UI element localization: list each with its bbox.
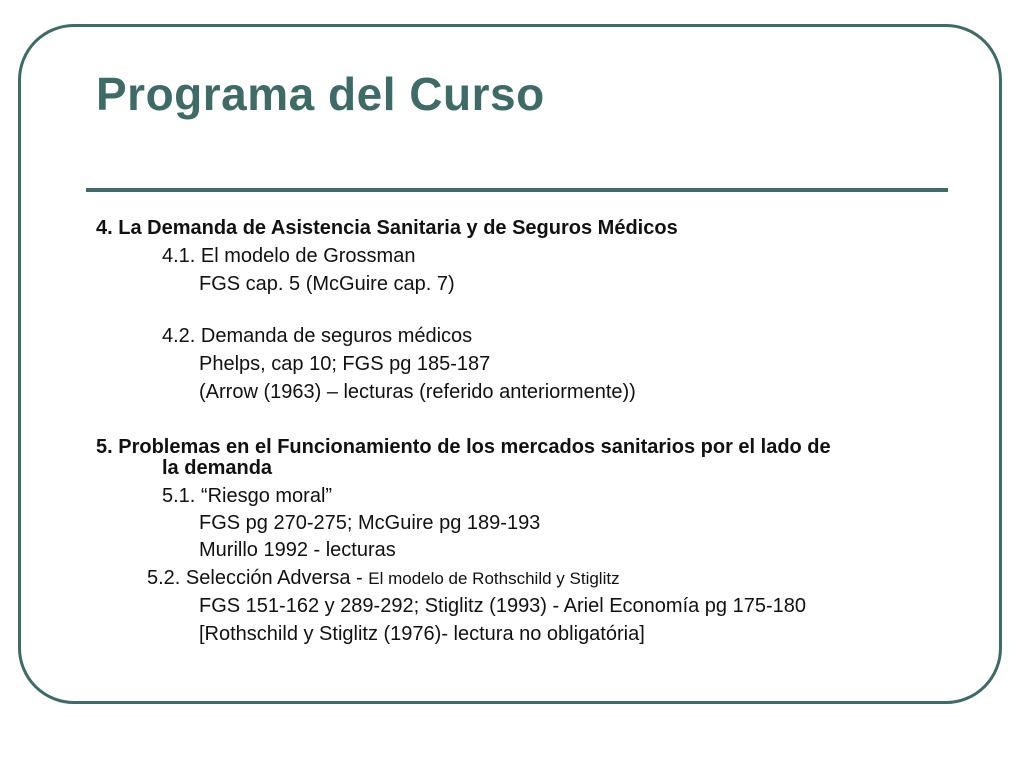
section-5-1-ref: FGS pg 270-275; McGuire pg 189-193 [199,512,541,534]
section-5-2-subtitle: El modelo de Rothschild y Stiglitz [368,569,620,588]
section-5-2-label [147,566,620,591]
section-5-heading-continued: la demanda [162,457,273,479]
section-4-heading: 4. La Demanda de Asistencia Sanitaria y de Seguros Médicos [96,217,678,239]
slide-title: Programa del Curso [96,68,545,120]
section-5-2-title: 5.2. Selección Adversa - [147,567,369,589]
section-4-2-ref: Phelps, cap 10; FGS pg 185-187 [199,353,491,375]
section-4-2-label: 4.2. Demanda de seguros médicos [162,325,473,347]
section-5-2-ref: FGS 151-162 y 289-292; Stiglitz (1993) - Ariel Economía pg 175-180 [199,595,807,617]
section-5-heading: 5. Problemas en el Funcionamiento de los mercados sanitarios por el lado de [96,436,831,458]
title-underline [86,188,948,192]
section-5-1-ref: Murillo 1992 - lecturas [199,539,396,561]
section-4-1-ref: FGS cap. 5 (McGuire cap. 7) [199,273,455,295]
section-4-1-label: 4.1. El modelo de Grossman [162,245,416,267]
section-4-2-ref: (Arrow (1963) – lecturas (referido anteriormente)) [199,381,636,403]
section-5-1-label: 5.1. “Riesgo moral” [162,485,333,507]
section-5-2-ref: [Rothschild y Stiglitz (1976)- lectura no obligatória] [199,623,645,645]
